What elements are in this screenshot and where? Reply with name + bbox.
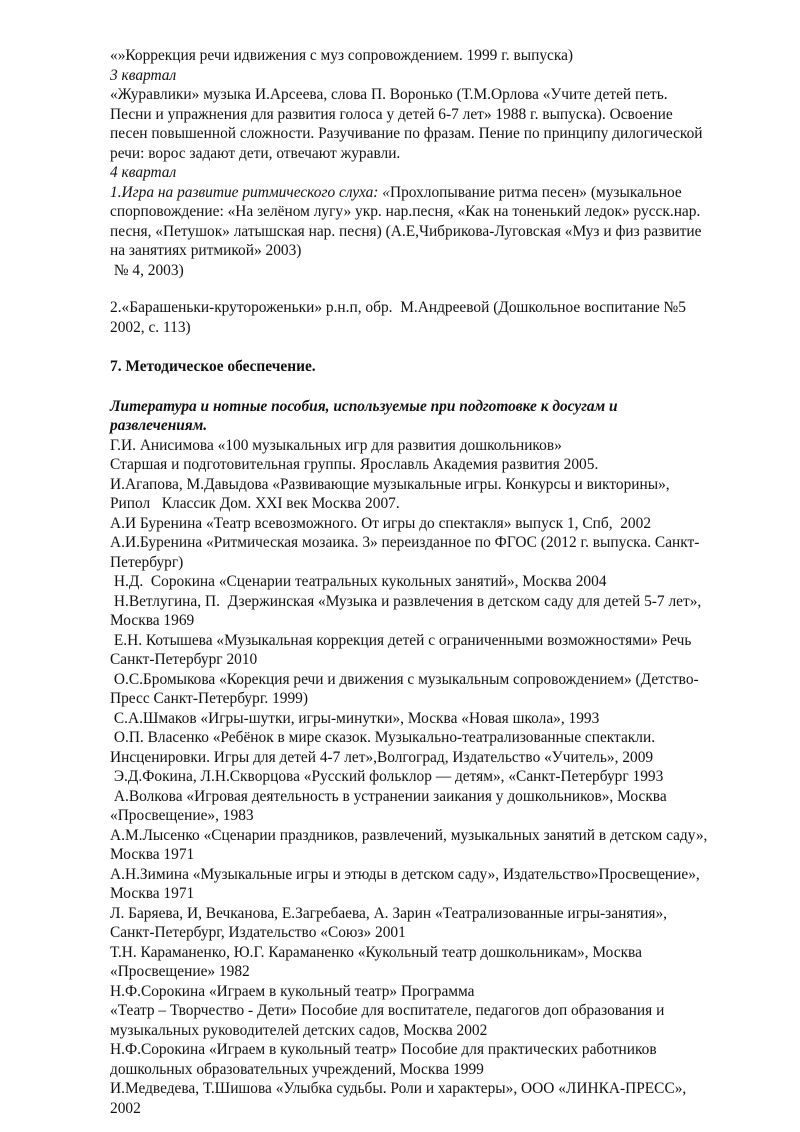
text-line: 2.«Барашеньки-крутороженьки» р.н.п, обр. М.Андреевой (Дошкольное воспитание №5 (110, 299, 686, 316)
literature-line: А.Волкова «Игровая деятельность в устранении заикания у дошкольников», Москва (110, 787, 667, 805)
text-line: речи: ворос задают дети, отвечают журавли. (110, 144, 401, 162)
text-line: «»Коррекция речи идвижения с муз сопровождением. 1999 г. выпуска) (110, 47, 574, 64)
literature-line: Н.Ветлугина, П. Дзержинская «Музыка и развлечения в детском саду для детей 5-7 лет», (110, 592, 702, 610)
text-line: песня, «Петушок» латышская нар. песня) (А.Е,Чибрикова-Луговская «Муз и физ развитие (110, 222, 702, 240)
literature-line: Н.Ф.Сорокина «Играем в кукольный театр» Пособие для практических работников (110, 1041, 657, 1058)
literature-line: А.Н.Зимина «Музыкальные игры и этюды в детском саду», Издательство»Просвещение», (110, 865, 700, 883)
literature-line: Санкт-Петербург 2010 (110, 651, 258, 668)
text-line: спорповождение: «На зелёном лугу» укр. нар.песня, «Как на тоненький ледок» русск.нар. (110, 203, 701, 220)
quarter-4-heading: 4 квартал (110, 164, 177, 181)
text-line: «Журавлики» музыка И.Арсеева, слова П. Воронько (Т.М.Орлова «Учите детей петь. (110, 86, 668, 103)
subheading-line: Литература и нотные пособия, используемые при подготовке к досугам и (110, 397, 618, 415)
literature-line: «Просвещение», 1983 (110, 807, 254, 824)
literature-line: Пресс Санкт-Петербург. 1999) (110, 690, 309, 707)
literature-line: Москва 1969 (110, 612, 195, 629)
literature-line: Санкт-Петербург, Издательство «Союз» 2001 (110, 924, 406, 941)
literature-line: Москва 1971 (110, 885, 195, 902)
literature-line: музыкальных руководителей детских садов, Москва 2002 (110, 1021, 488, 1039)
literature-line: А.И Буренина «Театр всевозможного. От игры до спектакля» выпуск 1, Спб, 2002 (110, 514, 652, 532)
literature-list (110, 436, 750, 1119)
game-title-rest: Прохлопывание ритма песен» (музыкальное (389, 183, 682, 201)
text-line: № 4, 2003) (110, 261, 184, 279)
literature-line: Старшая и подготовительная группы. Ярославль Академия развития 2005. (110, 456, 599, 473)
literature-line: Инсценировки. Игры для детей 4-7 лет»,Волгоград, Издательство «Учитель», 2009 (110, 748, 654, 766)
literature-line: дошкольных образовательных учреждений, Москва 1999 (110, 1060, 484, 1078)
game-title: 1.Игра на развитие ритмического слуха: « (110, 183, 390, 201)
literature-line: «Просвещение» 1982 (110, 963, 250, 980)
literature-line: Петербург) (110, 553, 184, 571)
text-line: на занятиях ритмикой» 2003) (110, 242, 302, 259)
section-heading: 7. Методическое обеспечение. (110, 358, 316, 375)
literature-line: Рипол Классик Дом. XXI век Москва 2007. (110, 495, 400, 512)
subheading-line: развлечениям. (110, 417, 208, 434)
game-first-line (110, 183, 750, 203)
literature-line: Т.Н. Караманенко, Ю.Г. Караманенко «Кукольный театр дошкольникам», Москва (110, 943, 642, 961)
literature-line: С.А.Шмаков «Игры-шутки, игры-минутки», Москва «Новая школа», 1993 (110, 709, 600, 727)
literature-line: Г.И. Анисимова «100 музыкальных игр для развития дошкольников» (110, 436, 562, 454)
zhuravliki-paragraph (110, 85, 750, 163)
literature-line: И.Агапова, М.Давыдова «Развивающие музыкальные игры. Конкурсы и викторины», (110, 475, 670, 493)
literature-line: Е.Н. Котышева «Музыкальная коррекция детей с ограниченными возможностями» Речь (110, 631, 692, 649)
literature-line: О.П. Власенко «Ребёнок в мире сказок. Музыкально-театрализованные спектакли. (110, 729, 656, 746)
literature-line: «Театр – Творчество - Дети» Пособие для воспитателе, педагогов доп образования и (110, 1002, 665, 1019)
text-line: 2002, с. 113) (110, 318, 191, 336)
literature-line: Н.Д. Сорокина «Сценарии театральных кукольных занятий», Москва 2004 (110, 573, 607, 590)
literature-line: Л. Баряева, И, Вечканова, Е.Загребаева, А. Зарин «Театрализованные игры-занятия», (110, 904, 667, 922)
literature-line: 2002 (110, 1099, 141, 1117)
literature-line: О.С.Бромыкова «Корекция речи и движения с музыкальным сопровождением» (Детство- (110, 670, 699, 688)
text-line: песен повышенной сложности. Разучивание по фразам. Пение по принципу дилогической (110, 125, 703, 142)
literature-line: А.М.Лысенко «Сценарии праздников, развлечений, музыкальных занятий в детском саду», (110, 826, 708, 844)
literature-line: И.Медведева, Т.Шишова «Улыбка судьбы. Роли и характеры», ООО «ЛИНКА-ПРЕСС», (110, 1080, 687, 1097)
quarter-3-heading: 3 квартал (110, 66, 177, 84)
literature-line: А.И.Буренина «Ритмическая мозаика. 3» переизданное по ФГОС (2012 г. выпуска. Санкт- (110, 534, 700, 551)
literature-line: Э.Д.Фокина, Л.Н.Скворцова «Русский фольклор — детям», «Санкт-Петербург 1993 (110, 768, 664, 785)
literature-line: Н.Ф.Сорокина «Играем в кукольный театр» Программа (110, 982, 475, 1000)
document-page (110, 46, 750, 1118)
literature-line: Москва 1971 (110, 846, 195, 863)
text-line: Песни и упражнения для развития голоса у детей 6-7 лет» 1988 г. выпуска). Освоение (110, 105, 673, 123)
